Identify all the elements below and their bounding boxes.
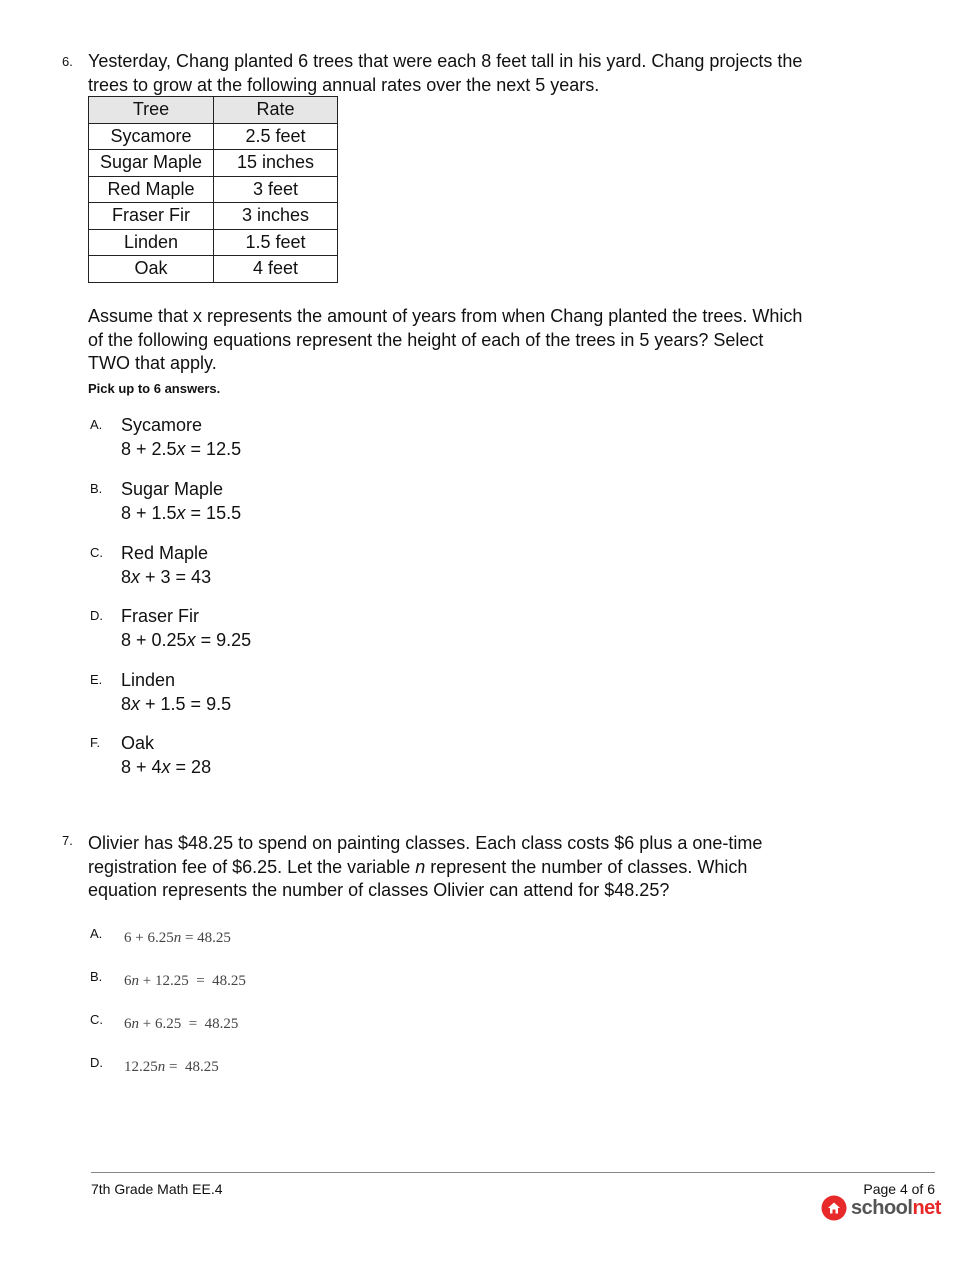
option-tree-name: Fraser Fir	[121, 606, 199, 626]
table-cell: Sycamore	[89, 123, 214, 150]
option-letter: F.	[90, 735, 101, 750]
stem-part: represent the number of classes. Which	[425, 856, 748, 877]
option-equation	[121, 437, 421, 461]
table-cell: Oak	[89, 256, 214, 283]
equation-part: = 15.5	[185, 503, 242, 523]
equation-part: 8 + 4	[121, 757, 162, 777]
option-equation	[121, 628, 421, 652]
table-row	[89, 256, 338, 283]
option-tree-name: Linden	[121, 670, 176, 690]
option-equation	[124, 973, 246, 990]
equation-part: 8	[121, 567, 132, 587]
option-letter: B.	[90, 969, 103, 984]
table-cell: Linden	[89, 229, 214, 256]
option-equation	[121, 565, 421, 589]
logo-text-red: net	[912, 1196, 941, 1219]
table-cell: Fraser Fir	[89, 203, 214, 230]
equation-part: 6	[124, 973, 132, 989]
equation-variable: x	[131, 694, 141, 714]
equation-part: + 6.25 = 48.25	[139, 1016, 239, 1032]
option-equation	[124, 1059, 219, 1076]
footer-title: 7th Grade Math EE.4	[91, 1181, 223, 1197]
question-7-line	[88, 856, 848, 880]
equation-part: 8 + 0.25	[121, 630, 187, 650]
table-header-cell: Tree	[89, 97, 214, 124]
equation-part: = 12.5	[185, 439, 242, 459]
question-6-line: Yesterday, Chang planted 6 trees that were each 8 feet tall in his yard. Chang projects the	[88, 51, 803, 71]
stem-part: registration fee of $6.25. Let the variable	[88, 856, 416, 877]
table-header-cell: Rate	[214, 97, 338, 124]
question-7-stem	[88, 832, 848, 903]
answer-limit-hint: Pick up to 6 answers.	[88, 381, 221, 396]
prompt-line: Assume that x represents the amount of years from when Chang planted the trees. Which	[88, 306, 803, 326]
question-6-stem	[88, 50, 848, 97]
equation-part: = 48.25	[165, 1059, 219, 1075]
house-icon	[821, 1195, 847, 1221]
question-7-line: Olivier has $48.25 to spend on painting classes. Each class costs $6 plus a one-time	[88, 833, 763, 853]
table-row	[89, 176, 338, 203]
question-number: 7.	[62, 833, 73, 848]
equation-part: 12.25	[124, 1059, 158, 1075]
prompt-line: TWO that apply.	[88, 353, 217, 373]
question-7-line: equation represents the number of classes Olivier can attend for $48.25?	[88, 880, 670, 900]
option-letter: C.	[90, 1012, 103, 1027]
equation-variable: n	[131, 1016, 139, 1032]
equation-part: 6 + 6.25	[124, 930, 174, 946]
equation-part: 8	[121, 694, 132, 714]
option-equation	[121, 501, 421, 525]
equation-variable: x	[161, 757, 171, 777]
logo-text	[851, 1197, 941, 1220]
question-number: 6.	[62, 54, 73, 69]
logo-text-dark: school	[851, 1196, 913, 1219]
option-tree-name: Sugar Maple	[121, 479, 224, 499]
table-row	[89, 123, 338, 150]
equation-variable: x	[176, 439, 186, 459]
equation-part: + 3 = 43	[140, 567, 212, 587]
option-tree-name: Sycamore	[121, 415, 203, 435]
option-letter: A.	[90, 417, 103, 432]
table-cell: 3 inches	[214, 203, 338, 230]
page-indicator: Page 4 of 6	[863, 1181, 935, 1197]
option-letter: D.	[90, 1055, 103, 1070]
growth-rate-table	[88, 96, 338, 283]
option-equation	[121, 692, 421, 716]
table-cell: 3 feet	[214, 176, 338, 203]
question-6-prompt	[88, 305, 848, 376]
equation-variable: x	[186, 630, 196, 650]
equation-part: 8 + 2.5	[121, 439, 177, 459]
option-letter: C.	[90, 545, 103, 560]
schoolnet-logo	[821, 1193, 941, 1223]
option-equation	[124, 1016, 238, 1033]
table-cell: Red Maple	[89, 176, 214, 203]
stem-variable: n	[415, 856, 426, 877]
equation-variable: n	[157, 1059, 166, 1075]
table-row	[89, 203, 338, 230]
option-letter: A.	[90, 926, 103, 941]
table-row	[89, 229, 338, 256]
equation-variable: x	[131, 567, 141, 587]
question-6-line: trees to grow at the following annual rates over the next 5 years.	[88, 74, 600, 95]
equation-part: = 9.25	[195, 630, 252, 650]
option-equation	[121, 755, 421, 779]
option-letter: D.	[90, 608, 103, 623]
option-letter: B.	[90, 481, 103, 496]
equation-part: 8 + 1.5	[121, 503, 177, 523]
table-cell: 15 inches	[214, 150, 338, 177]
equation-part: = 28	[170, 757, 212, 777]
table-cell: Sugar Maple	[89, 150, 214, 177]
table-header-row	[89, 97, 338, 124]
table-cell: 2.5 feet	[214, 123, 338, 150]
equation-part: 6	[124, 1016, 132, 1032]
footer-divider	[91, 1172, 935, 1173]
option-equation	[124, 930, 231, 947]
table-cell: 4 feet	[214, 256, 338, 283]
table-row	[89, 150, 338, 177]
equation-part: + 12.25 = 48.25	[139, 973, 246, 989]
prompt-line: of the following equations represent the height of each of the trees in 5 years? Select	[88, 329, 764, 350]
option-tree-name: Red Maple	[121, 543, 209, 563]
equation-part: = 48.25	[181, 930, 231, 946]
equation-variable: n	[131, 973, 139, 989]
option-letter: E.	[90, 672, 103, 687]
table-cell: 1.5 feet	[214, 229, 338, 256]
equation-variable: n	[173, 930, 182, 946]
option-tree-name: Oak	[121, 733, 155, 753]
equation-variable: x	[176, 503, 186, 523]
equation-part: + 1.5 = 9.5	[140, 694, 232, 714]
